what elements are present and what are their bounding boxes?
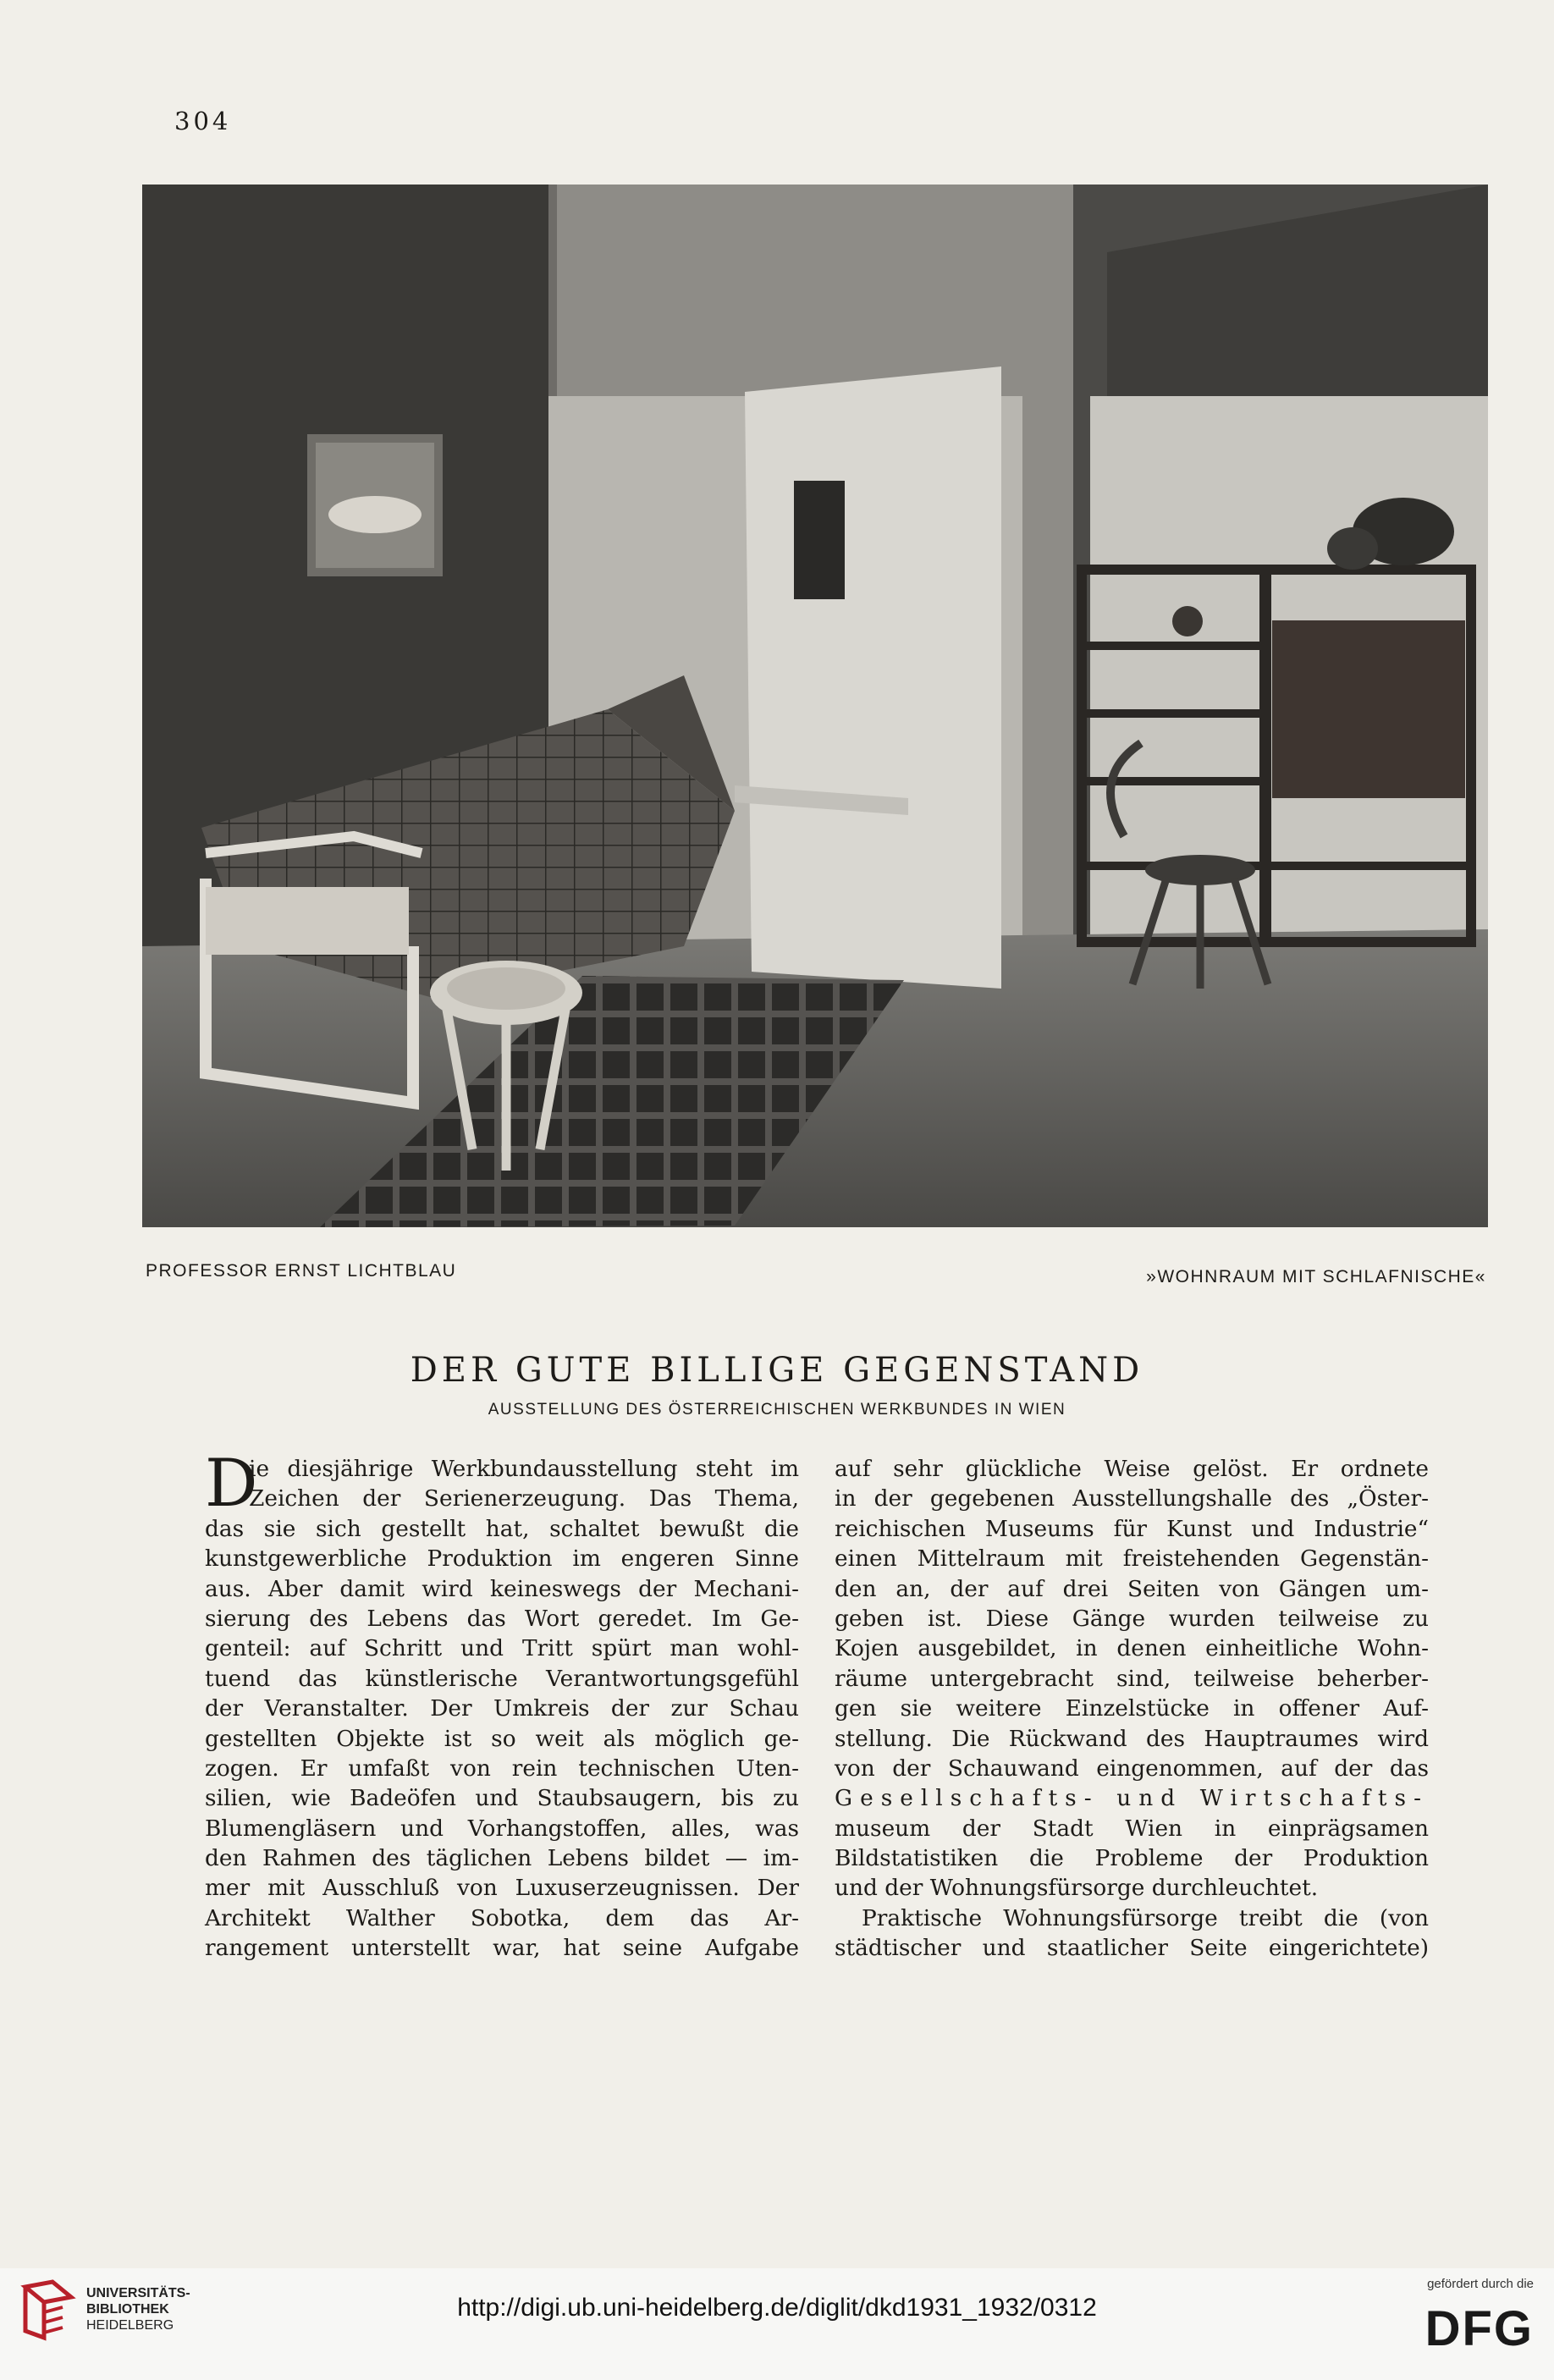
funder-logo: DFG — [1424, 2301, 1534, 2356]
text-line: Blumengläsern und Vorhangstoffen, alles, was — [205, 1815, 799, 1842]
text-line: genteil: auf Schritt und Tritt spürt man wohl- — [205, 1635, 799, 1662]
text-line: den an, der auf drei Seiten von Gängen um- — [835, 1575, 1429, 1602]
caption-photographer: PROFESSOR ERNST LICHTBLAU — [146, 1261, 457, 1281]
text-line: stellung. Die Rückwand des Hauptraumes wird — [835, 1725, 1429, 1752]
text-line: sierung des Lebens das Wort geredet. Im Ge- — [205, 1605, 799, 1632]
room-photograph — [142, 185, 1488, 1227]
library-name-line: UNIVERSITÄTS- — [86, 2286, 190, 2300]
text-column-right — [835, 1454, 1429, 1964]
text-line: tuend das künstlerische Verantwortungsgefühl — [205, 1665, 799, 1692]
article-subtitle: AUSSTELLUNG DES ÖSTERREICHISCHEN WERKBUNDES IN WIEN — [488, 1401, 1066, 1419]
permalink-url[interactable]: http://digi.ub.uni-heidelberg.de/diglit/dkd1931_1932/0312 — [457, 2294, 1097, 2322]
text-line: reichischen Museums für Kunst und Industrie“ — [835, 1515, 1429, 1542]
bedroom-photo-illustration — [142, 185, 1488, 1227]
text-line: Zeichen der Serienerzeugung. Das Thema, — [249, 1485, 799, 1512]
text-line: der Veranstalter. Der Umkreis der zur Schau — [205, 1695, 799, 1722]
text-line: Kojen ausgebildet, in denen einheitliche Wohn- — [835, 1635, 1429, 1662]
text-line: ie diesjährige Werkbundausstellung steht im — [249, 1456, 799, 1482]
text-line: gen sie weitere Einzelstücke in offener Auf- — [835, 1695, 1429, 1722]
digitization-footer — [0, 2268, 1554, 2380]
text-line: gestellten Objekte ist so weit als möglich ge- — [205, 1725, 799, 1752]
text-line: städtischer und staatlicher Seite eingerichtete) — [835, 1935, 1429, 1962]
text-line: aus. Aber damit wird keineswegs der Mechani- — [205, 1575, 799, 1602]
text-line: rangement unterstellt war, hat seine Aufgabe — [205, 1935, 799, 1962]
text-line: mer mit Ausschluß von Luxuserzeugnissen. Der — [205, 1875, 799, 1902]
library-name-line: HEIDELBERG — [86, 2318, 174, 2333]
text-line: kunstgewerbliche Produktion im engeren Sinne — [205, 1545, 799, 1573]
funding-note: gefördert durch die — [1427, 2277, 1534, 2291]
text-line: und der Wohnungsfürsorge durchleuchtet. — [835, 1875, 1319, 1902]
text-line: das sie sich gestellt hat, schaltet bewußt die — [205, 1515, 799, 1542]
drop-cap: D — [205, 1446, 258, 1522]
text-line: räume untergebracht sind, teilweise beherber- — [835, 1665, 1429, 1692]
text-column-left — [205, 1454, 799, 1964]
text-line: einen Mittelraum mit freistehenden Gegenstän- — [835, 1545, 1429, 1573]
text-line: in der gegebenen Ausstellungshalle des „Öster- — [835, 1485, 1429, 1512]
text-line: Architekt Walther Sobotka, dem das Ar- — [205, 1904, 799, 1931]
text-line: Praktische Wohnungsfürsorge treibt die (von — [862, 1904, 1429, 1931]
text-line: museum der Stadt Wien in einprägsamen — [835, 1815, 1429, 1842]
article-title: DER GUTE BILLIGE GEGENSTAND — [410, 1351, 1144, 1390]
page-number: 304 — [174, 107, 232, 135]
caption-room-title: »WOHNRAUM MIT SCHLAFNISCHE« — [1146, 1267, 1486, 1286]
text-line: von der Schauwand eingenommen, auf der das — [835, 1755, 1429, 1782]
text-line: den Rahmen des täglichen Lebens bildet — im- — [205, 1845, 799, 1872]
text-line: geben ist. Diese Gänge wurden teilweise zu — [835, 1605, 1429, 1632]
text-line: silien, wie Badeöfen und Staubsaugern, bis zu — [205, 1785, 799, 1812]
text-line: auf sehr glückliche Weise gelöst. Er ordnete — [835, 1456, 1429, 1482]
text-line: Gesellschafts- und Wirtschafts- — [835, 1785, 1429, 1812]
library-name-line: BIBLIOTHEK — [86, 2302, 169, 2317]
text-line: zogen. Er umfaßt von rein technischen Uten- — [205, 1755, 799, 1782]
text-line: Bildstatistiken die Probleme der Produktion — [835, 1845, 1429, 1872]
